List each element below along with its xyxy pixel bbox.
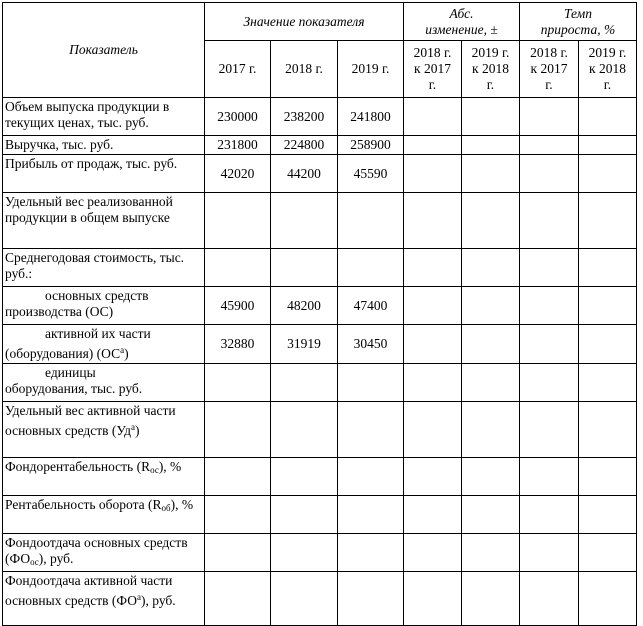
abs-2018-cell bbox=[404, 364, 462, 402]
abs-2019-cell bbox=[462, 458, 520, 496]
row-label: основных средств производства (ОС) bbox=[3, 287, 205, 325]
rate-2019-cell bbox=[579, 364, 637, 402]
value-2017 bbox=[205, 402, 271, 458]
value-2017: 42020 bbox=[205, 155, 271, 193]
rate-2018-cell bbox=[520, 572, 579, 626]
row-label: Удельный вес активной части основных средств $(Уд^а)$ bbox=[3, 402, 205, 458]
table-row bbox=[3, 98, 637, 136]
header-year-2017: 2017 г. bbox=[205, 41, 271, 98]
abs-2018-cell bbox=[404, 193, 462, 249]
value-2017: 230000 bbox=[205, 98, 271, 136]
rate-2019-cell bbox=[579, 496, 637, 534]
abs-2019-cell bbox=[462, 193, 520, 249]
value-2018 bbox=[271, 458, 338, 496]
header-abs-change: Абс. изменение, ± bbox=[404, 3, 520, 41]
abs-2019-cell bbox=[462, 572, 520, 626]
table-row bbox=[3, 287, 637, 325]
rate-2019-cell bbox=[579, 287, 637, 325]
abs-2018-cell bbox=[404, 249, 462, 287]
header-values-group: Значение показателя bbox=[205, 3, 404, 41]
value-2017 bbox=[205, 496, 271, 534]
header-rate-2018-2017: 2018 г. к 2017 г. bbox=[520, 41, 579, 98]
value-2019 bbox=[338, 193, 404, 249]
value-2017 bbox=[205, 572, 271, 626]
rate-2019-cell bbox=[579, 572, 637, 626]
abs-2019-cell bbox=[462, 249, 520, 287]
abs-2019-cell bbox=[462, 534, 520, 572]
abs-2018-cell bbox=[404, 534, 462, 572]
row-label: Фондорентабельность $(R_{ос})$, % bbox=[3, 458, 205, 496]
row-label: Фондоотдача основных средств $(ФО_{ос})$, руб. bbox=[3, 534, 205, 572]
value-2017 bbox=[205, 534, 271, 572]
header-abs-2019-2018: 2019 г. к 2018 г. bbox=[462, 41, 520, 98]
value-2019: 30450 bbox=[338, 325, 404, 364]
rate-2018-cell bbox=[520, 155, 579, 193]
rate-2018-cell bbox=[520, 287, 579, 325]
value-2018: 224800 bbox=[271, 136, 338, 155]
abs-2019-cell bbox=[462, 325, 520, 364]
abs-2019-cell bbox=[462, 155, 520, 193]
rate-2018-cell bbox=[520, 458, 579, 496]
value-2019 bbox=[338, 364, 404, 402]
value-2018 bbox=[271, 249, 338, 287]
rate-2019-cell bbox=[579, 98, 637, 136]
table-row bbox=[3, 496, 637, 534]
table-row bbox=[3, 402, 637, 458]
rate-2018-cell bbox=[520, 249, 579, 287]
abs-2018-cell bbox=[404, 572, 462, 626]
value-2017 bbox=[205, 193, 271, 249]
abs-2018-cell bbox=[404, 155, 462, 193]
table-row bbox=[3, 249, 637, 287]
value-2019: 45590 bbox=[338, 155, 404, 193]
table-row bbox=[3, 136, 637, 155]
header-growth-rate: Темп прироста, % bbox=[520, 3, 637, 41]
row-label: Объем выпуска продукции в текущих ценах, тыс. руб. bbox=[3, 98, 205, 136]
value-2018: 238200 bbox=[271, 98, 338, 136]
table-row bbox=[3, 155, 637, 193]
row-label: Удельный вес реализованной продукции в общем выпуске bbox=[3, 193, 205, 249]
table-row bbox=[3, 325, 637, 364]
abs-2018-cell bbox=[404, 98, 462, 136]
row-label: Фондоотдача активной части основных средств $(ФО^а)$, руб. bbox=[3, 572, 205, 626]
table-row bbox=[3, 458, 637, 496]
rate-2018-cell bbox=[520, 193, 579, 249]
header-year-2019: 2019 г. bbox=[338, 41, 404, 98]
header-rate-2019-2018: 2019 г. к 2018 г. bbox=[579, 41, 637, 98]
rate-2018-cell bbox=[520, 496, 579, 534]
rate-2018-cell bbox=[520, 98, 579, 136]
abs-2019-cell bbox=[462, 364, 520, 402]
abs-2018-cell bbox=[404, 287, 462, 325]
value-2018 bbox=[271, 496, 338, 534]
value-2018: 44200 bbox=[271, 155, 338, 193]
value-2018: 31919 bbox=[271, 325, 338, 364]
indicators-table bbox=[2, 2, 637, 626]
value-2019: 258900 bbox=[338, 136, 404, 155]
value-2019 bbox=[338, 458, 404, 496]
abs-2019-cell bbox=[462, 287, 520, 325]
rate-2018-cell bbox=[520, 364, 579, 402]
table-row bbox=[3, 534, 637, 572]
value-2017 bbox=[205, 249, 271, 287]
rate-2019-cell bbox=[579, 155, 637, 193]
rate-2018-cell bbox=[520, 534, 579, 572]
rate-2019-cell bbox=[579, 458, 637, 496]
row-label: активной их части (оборудования) $(ОС^а)$ bbox=[3, 325, 205, 364]
table-row bbox=[3, 572, 637, 626]
value-2017: 231800 bbox=[205, 136, 271, 155]
rate-2019-cell bbox=[579, 136, 637, 155]
rate-2019-cell bbox=[579, 325, 637, 364]
header-abs-2018-2017: 2018 г. к 2017 г. bbox=[404, 41, 462, 98]
table-row bbox=[3, 364, 637, 402]
value-2018 bbox=[271, 402, 338, 458]
value-2019 bbox=[338, 534, 404, 572]
rate-2019-cell bbox=[579, 534, 637, 572]
row-label: Среднегодовая стоимость, тыс. руб.: bbox=[3, 249, 205, 287]
value-2017 bbox=[205, 458, 271, 496]
rate-2019-cell bbox=[579, 402, 637, 458]
value-2019 bbox=[338, 496, 404, 534]
header-year-2018: 2018 г. bbox=[271, 41, 338, 98]
value-2019 bbox=[338, 402, 404, 458]
abs-2018-cell bbox=[404, 402, 462, 458]
row-label: Прибыль от продаж, тыс. руб. bbox=[3, 155, 205, 193]
value-2017: 45900 bbox=[205, 287, 271, 325]
value-2019: 47400 bbox=[338, 287, 404, 325]
abs-2018-cell bbox=[404, 325, 462, 364]
abs-2018-cell bbox=[404, 458, 462, 496]
abs-2019-cell bbox=[462, 98, 520, 136]
abs-2019-cell bbox=[462, 496, 520, 534]
abs-2019-cell bbox=[462, 136, 520, 155]
table-row bbox=[3, 193, 637, 249]
abs-2019-cell bbox=[462, 402, 520, 458]
rate-2018-cell bbox=[520, 402, 579, 458]
rate-2018-cell bbox=[520, 136, 579, 155]
header-indicator: Показатель bbox=[3, 3, 205, 98]
value-2018 bbox=[271, 572, 338, 626]
row-label: единицы оборудования, тыс. руб. bbox=[3, 364, 205, 402]
value-2018 bbox=[271, 364, 338, 402]
value-2018: 48200 bbox=[271, 287, 338, 325]
value-2018 bbox=[271, 193, 338, 249]
row-label: Рентабельность оборота $(R_{об})$, % bbox=[3, 496, 205, 534]
value-2019: 241800 bbox=[338, 98, 404, 136]
rate-2019-cell bbox=[579, 193, 637, 249]
value-2019 bbox=[338, 249, 404, 287]
value-2017 bbox=[205, 364, 271, 402]
row-label: Выручка, тыс. руб. bbox=[3, 136, 205, 155]
abs-2018-cell bbox=[404, 496, 462, 534]
value-2019 bbox=[338, 572, 404, 626]
abs-2018-cell bbox=[404, 136, 462, 155]
rate-2019-cell bbox=[579, 249, 637, 287]
value-2018 bbox=[271, 534, 338, 572]
value-2017: 32880 bbox=[205, 325, 271, 364]
rate-2018-cell bbox=[520, 325, 579, 364]
